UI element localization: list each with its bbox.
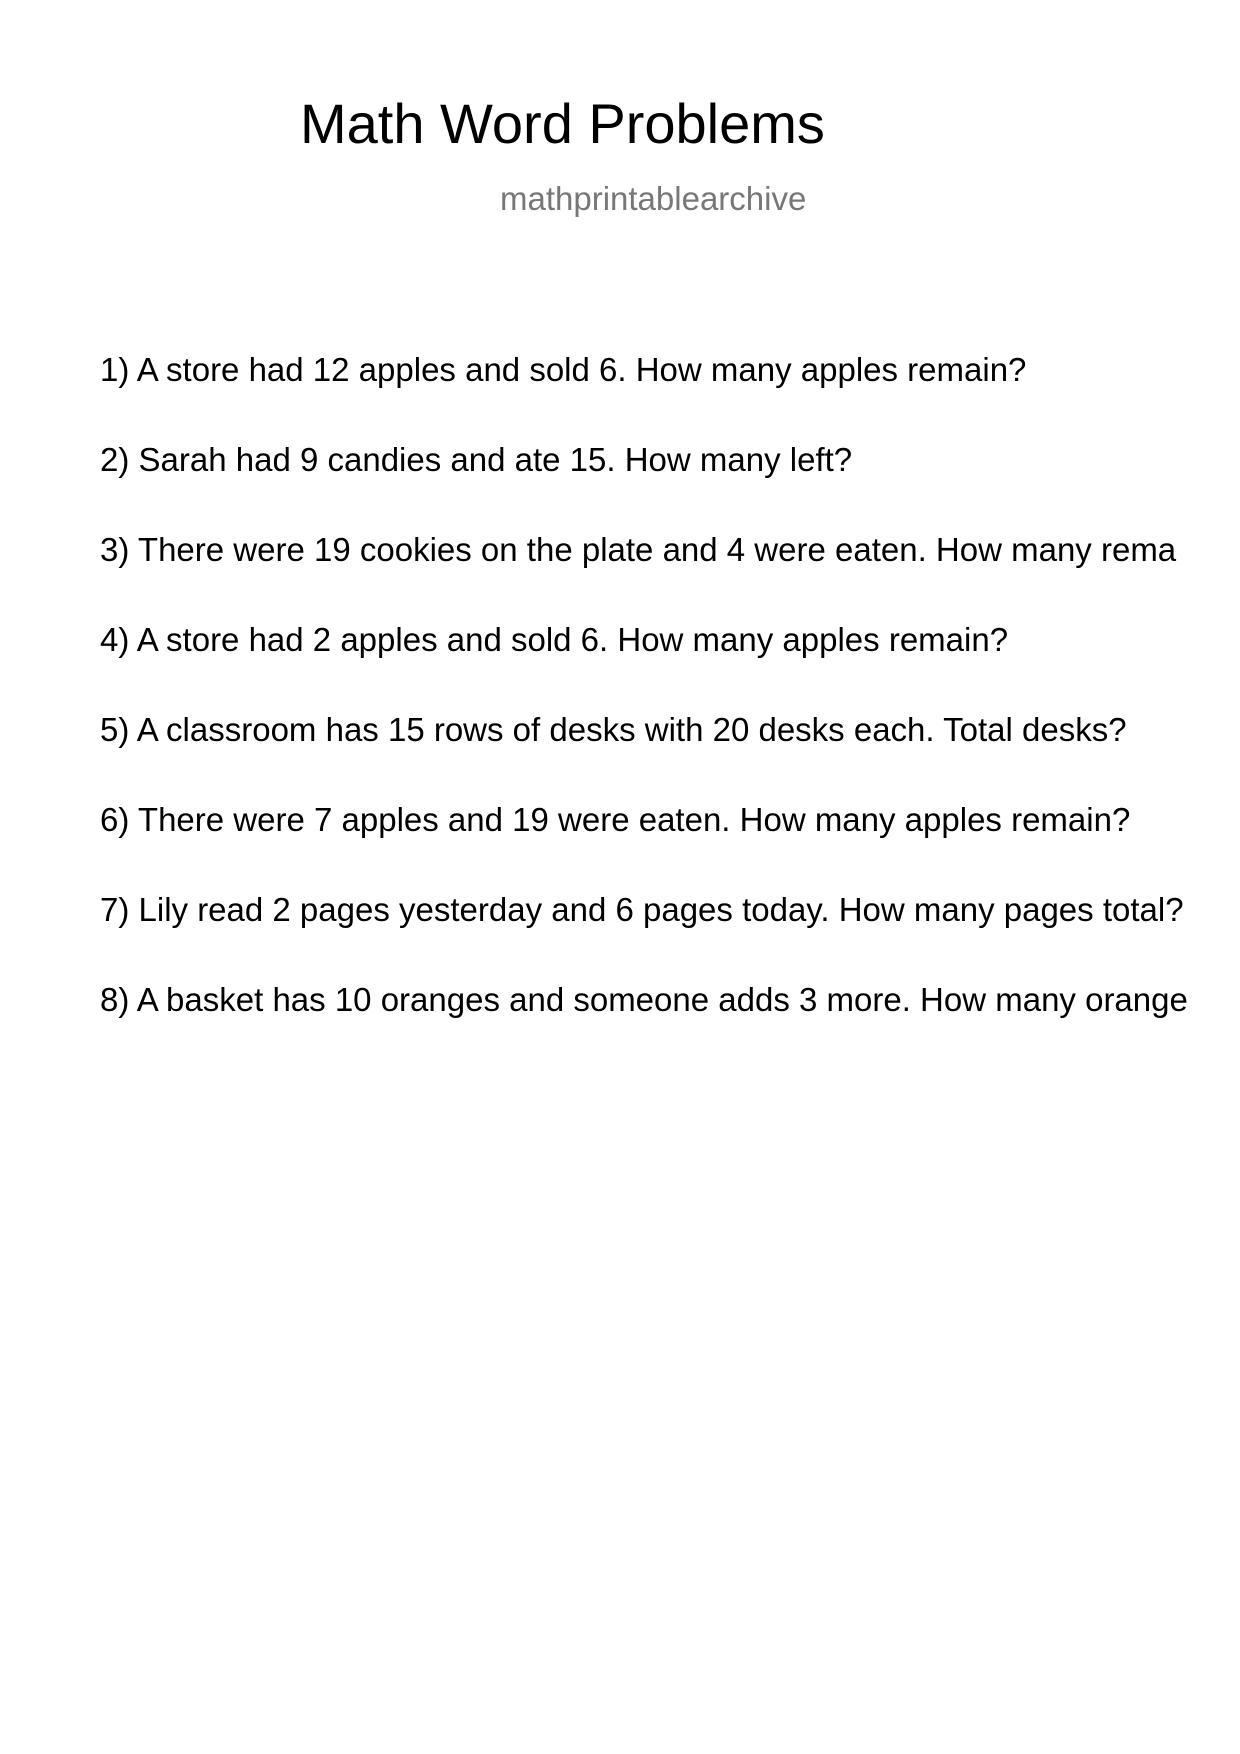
problem-item: 8) A basket has 10 oranges and someone adds 3 more. How many orange bbox=[100, 981, 1188, 1018]
page-title: Math Word Problems bbox=[300, 92, 825, 155]
problem-item: 3) There were 19 cookies on the plate and 4 were eaten. How many rema bbox=[100, 531, 1177, 568]
problem-item: 7) Lily read 2 pages yesterday and 6 pages today. How many pages total? bbox=[100, 891, 1184, 928]
problem-item: 4) A store had 2 apples and sold 6. How many apples remain? bbox=[100, 621, 1009, 658]
problem-item: 2) Sarah had 9 candies and ate 15. How many left? bbox=[100, 441, 853, 478]
problem-item: 5) A classroom has 15 rows of desks with 20 desks each. Total desks? bbox=[100, 711, 1127, 748]
problem-list bbox=[100, 348, 1240, 1068]
problem-item: 1) A store had 12 apples and sold 6. How many apples remain? bbox=[100, 351, 1027, 388]
page-subtitle: mathprintablearchive bbox=[500, 180, 807, 217]
problem-item: 6) There were 7 apples and 19 were eaten. How many apples remain? bbox=[100, 801, 1131, 838]
